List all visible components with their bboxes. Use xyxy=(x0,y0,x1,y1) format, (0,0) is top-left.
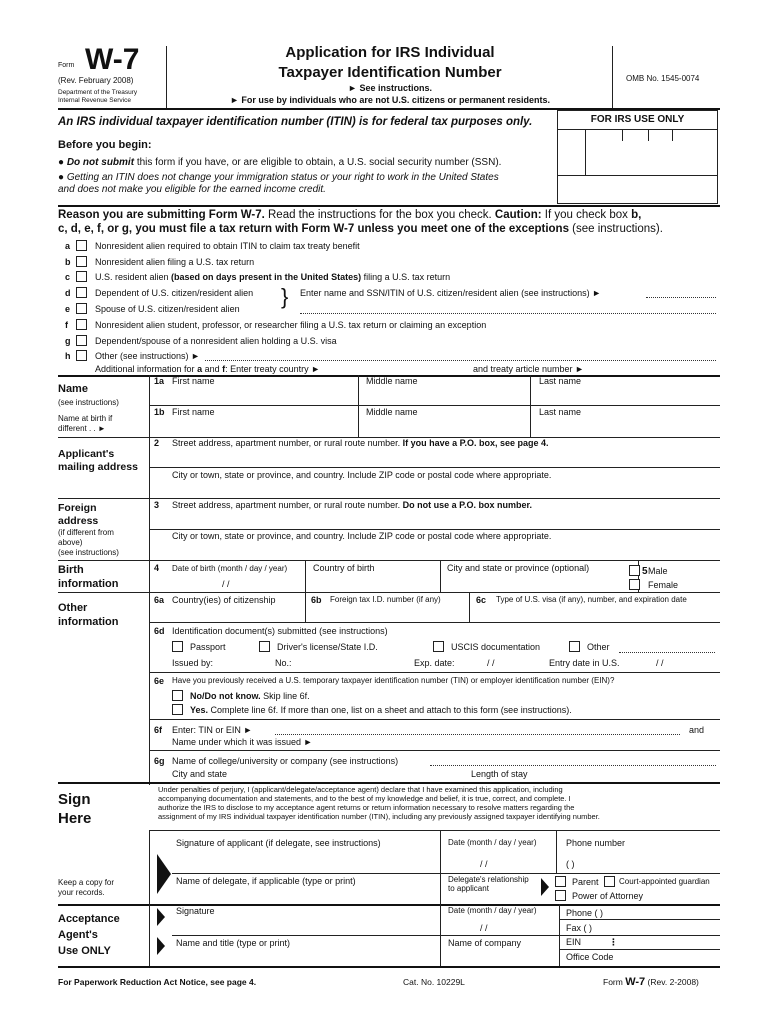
female-checkbox[interactable] xyxy=(629,579,640,590)
id-docs-label: Identification document(s) submitted (see instructions) xyxy=(172,626,388,636)
yes-prior-tin-label: Yes. Complete line 6f. If more than one, list on a sheet and attach to this form (see instructions). xyxy=(190,705,572,715)
visa-label: Type of U.S. visa (if any), number, and expiration date xyxy=(496,595,687,604)
line-6a: 6a xyxy=(154,595,165,605)
catalog-number: Cat. No. 10229L xyxy=(403,977,465,987)
guardian-label: Court-appointed guardian xyxy=(619,877,710,886)
reason-f-text: Nonresident alien student, professor, or researcher filing a U.S. tax return or claiming an exception xyxy=(95,320,487,330)
line-3: 3 xyxy=(154,500,160,510)
de-ssn-field[interactable] xyxy=(300,313,716,314)
female-label: Female xyxy=(648,580,679,590)
line-6f: 6f xyxy=(154,725,163,735)
name-issued-label: Name under which it was issued ► xyxy=(172,737,313,747)
male-checkbox[interactable] xyxy=(629,565,640,576)
line-5: 5 xyxy=(642,566,648,577)
birth-last-name-label: Last name xyxy=(539,407,582,417)
keep-copy-note: your records. xyxy=(58,888,105,897)
option-letter: c xyxy=(65,272,71,282)
agent-date-label: Date (month / day / year) xyxy=(448,906,537,915)
doc-number-field[interactable] xyxy=(296,656,408,668)
acceptance-agent-label: Acceptance xyxy=(58,913,120,925)
reason-exceptions: c, d, e, f, or g, you must file a tax return with Form W-7 unless you meet one of the exceptions (see instructions). xyxy=(58,223,663,235)
ein-label: EIN xyxy=(566,937,582,947)
sign-date-field[interactable]: / / xyxy=(480,859,488,869)
reason-c-checkbox[interactable] xyxy=(76,271,87,282)
reason-g-text: Dependent/spouse of a nonresident alien holding a U.S. visa xyxy=(95,336,337,346)
other-reason-field[interactable] xyxy=(205,360,716,361)
omb-number: OMB No. 1545-0074 xyxy=(626,74,700,83)
exp-date-label: Exp. date: xyxy=(414,658,455,668)
birth-middle-name-label: Middle name xyxy=(366,407,418,417)
perjury-statement: accompanying documentation and statements, and to the best of my knowledge and belief, it is true, correct, and complete. I xyxy=(158,794,571,803)
revision-date: (Rev. February 2008) xyxy=(58,76,134,85)
mailing-section-label: mailing address xyxy=(58,461,138,473)
agent-date-field[interactable]: / / xyxy=(480,923,488,933)
birth-last-name-field[interactable] xyxy=(531,419,719,436)
first-name-field[interactable] xyxy=(150,387,357,405)
acceptance-agent-label: Agent's xyxy=(58,929,98,941)
foreign-tax-id-field[interactable] xyxy=(306,607,468,621)
mailing-city-label: City or town, state or province, and country. Include ZIP code or postal code where appropriate. xyxy=(172,470,552,480)
middle-name-label: Middle name xyxy=(366,376,418,386)
bullet-immigration-line2: and does not make you eligible for the earned income credit. xyxy=(58,184,326,195)
other-doc-field[interactable] xyxy=(619,652,715,653)
reason-e-checkbox[interactable] xyxy=(76,303,87,314)
parent-checkbox[interactable] xyxy=(555,876,566,887)
itin-notice: An IRS individual taxpayer identification number (ITIN) is for federal tax purposes only. xyxy=(58,116,533,128)
no-prior-tin-checkbox[interactable] xyxy=(172,690,183,701)
college-label: Name of college/university or company (see instructions) xyxy=(172,756,399,766)
middle-name-field[interactable] xyxy=(359,387,529,405)
agent-name-title-field[interactable] xyxy=(172,950,437,964)
delegate-name-label: Name of delegate, if applicable (type or print) xyxy=(176,876,356,886)
length-of-stay-label: Length of stay xyxy=(471,769,528,779)
foreign-city-field[interactable] xyxy=(150,543,719,559)
parent-label: Parent xyxy=(572,877,599,887)
name-section-label: Name xyxy=(58,383,88,395)
agent-signature-field[interactable] xyxy=(172,918,437,934)
reason-c-text: U.S. resident alien (based on days present in the United States) filing a U.S. tax return xyxy=(95,272,451,282)
form-title-line1: Application for IRS Individual xyxy=(285,44,495,61)
entry-date-label: Entry date in U.S. xyxy=(549,658,620,668)
company-name-field[interactable] xyxy=(442,950,557,964)
reason-a-text: Nonresident alien required to obtain ITIN to claim tax treaty benefit xyxy=(95,241,360,251)
foreign-note: above) xyxy=(58,538,83,547)
use-statement: ► For use by individuals who are not U.S. citizens or permanent residents. xyxy=(230,95,550,105)
paperwork-notice: For Paperwork Reduction Act Notice, see page 4. xyxy=(58,977,257,987)
irs-line: Internal Revenue Service xyxy=(58,97,131,104)
line-4: 4 xyxy=(154,563,160,573)
form-title-line2: Taxpayer Identification Number xyxy=(278,64,502,81)
entry-date-field[interactable]: / / xyxy=(656,658,664,668)
foreign-city-label: City or town, state or province, and country. Include ZIP code or postal code where appropriate. xyxy=(172,531,552,541)
irs-use-only-box xyxy=(557,110,718,204)
phone-number-field[interactable]: ( ) xyxy=(566,859,575,869)
reason-heading: Reason you are submitting Form W-7. Read the instructions for the box you check. Caution: If you check box b, xyxy=(58,209,642,221)
foreign-street-label: Street address, apartment number, or rural route number. Do not use a P.O. box number. xyxy=(172,500,532,510)
applicant-signature-field[interactable] xyxy=(172,850,437,870)
option-letter: g xyxy=(65,336,71,346)
college-city-field[interactable] xyxy=(240,768,465,780)
citizenship-label: Country(ies) of citizenship xyxy=(172,595,276,605)
passport-label: Passport xyxy=(190,642,226,652)
line-6b: 6b xyxy=(311,595,322,605)
other-doc-label: Other xyxy=(587,642,610,652)
birth-section-label: Birth xyxy=(58,564,84,576)
delegate-relationship-label: Delegate's relationship xyxy=(448,875,529,884)
mailing-city-field[interactable] xyxy=(150,481,719,497)
sign-arrow-icon xyxy=(157,854,171,894)
footer-form-label: Form W-7 (Rev. 2-2008) xyxy=(603,976,699,988)
other-doc-checkbox[interactable] xyxy=(569,641,580,652)
foreign-street-field[interactable] xyxy=(150,512,719,528)
agent-signature-label: Signature xyxy=(176,906,215,916)
poa-label: Power of Attorney xyxy=(572,891,644,901)
office-code-label: Office Code xyxy=(566,952,614,962)
before-you-begin: Before you begin: xyxy=(58,139,152,151)
college-city-label: City and state xyxy=(172,769,228,779)
delegate-name-field[interactable] xyxy=(172,888,437,903)
prior-tin-question: Have you previously received a U.S. temporary taxpayer identification number (TIN) or employer identification number (EIN)? xyxy=(172,676,615,685)
mailing-section-label: Applicant's xyxy=(58,448,115,460)
perjury-statement: Under penalties of perjury, I (applicant/delegate/acceptance agent) declare that I have examined this application, including xyxy=(158,785,563,794)
reason-a-checkbox[interactable] xyxy=(76,240,87,251)
yes-prior-tin-checkbox[interactable] xyxy=(172,704,183,715)
passport-checkbox[interactable] xyxy=(172,641,183,652)
line-6g: 6g xyxy=(154,756,165,766)
visa-field[interactable] xyxy=(470,607,719,621)
form-label: Form xyxy=(58,62,75,69)
first-name-label: First name xyxy=(172,376,215,386)
reason-h-checkbox[interactable] xyxy=(76,350,87,361)
reason-de-note: Enter name and SSN/ITIN of U.S. citizen/resident alien (see instructions) ► xyxy=(300,288,602,298)
foreign-note: (see instructions) xyxy=(58,548,119,557)
line-6e: 6e xyxy=(154,676,165,686)
keep-copy-note: Keep a copy for xyxy=(58,878,115,887)
last-name-field[interactable] xyxy=(531,387,719,405)
reason-d-text: Dependent of U.S. citizen/resident alien xyxy=(95,288,254,298)
foreign-section-label: Foreign xyxy=(58,502,97,514)
tin-ein-label: Enter: TIN or EIN ► xyxy=(172,725,253,735)
no-prior-tin-label: No/Do not know. Skip line 6f. xyxy=(190,691,310,701)
sign-date-label: Date (month / day / year) xyxy=(448,838,537,847)
line-1b: 1b xyxy=(154,407,165,417)
foreign-note: (if different from xyxy=(58,528,114,537)
birth-city-label: City and state or province (optional) xyxy=(447,563,590,573)
reason-h-text: Other (see instructions) ► xyxy=(95,351,200,361)
other-section-label: Other xyxy=(58,602,88,614)
option-letter: h xyxy=(65,351,71,361)
name-at-birth-label: Name at birth if xyxy=(58,414,113,423)
agent-name-arrow-icon xyxy=(157,937,165,955)
male-label: Male xyxy=(648,566,668,576)
issued-by-field[interactable] xyxy=(222,656,272,668)
reason-b-text: Nonresident alien filing a U.S. tax return xyxy=(95,257,255,267)
guardian-checkbox[interactable] xyxy=(604,876,615,887)
doc-number-label: No.: xyxy=(275,658,292,668)
reason-d-checkbox[interactable] xyxy=(76,287,87,298)
reason-b-checkbox[interactable] xyxy=(76,256,87,267)
name-see-instructions: (see instructions) xyxy=(58,398,119,407)
perjury-statement: assignment of my IRS individual taxpayer identification number (ITIN), including any previously assigned taxpayer identifying number. xyxy=(158,812,600,821)
reason-g-checkbox[interactable] xyxy=(76,335,87,346)
line-6d: 6d xyxy=(154,626,165,636)
name-issued-field[interactable] xyxy=(335,737,718,749)
ein-separator: ⋮ xyxy=(609,937,618,947)
other-section-label: information xyxy=(58,616,119,628)
bullet-immigration-line1: ● Getting an ITIN does not change your immigration status or your right to work in the United States xyxy=(58,172,499,183)
ein-field[interactable] xyxy=(584,935,718,948)
delegate-relationship-label: to applicant xyxy=(448,884,489,893)
agent-name-title-label: Name and title (type or print) xyxy=(176,938,291,948)
mailing-street-label: Street address, apartment number, or rural route number. If you have a P.O. box, see page 4. xyxy=(172,438,549,448)
irs-use-only-label: FOR IRS USE ONLY xyxy=(590,114,685,125)
poa-checkbox[interactable] xyxy=(555,890,566,901)
perjury-statement: authorize the IRS to disclose to my acceptance agent returns or return information necessary to resolve matters regarding the xyxy=(158,803,575,812)
birth-section-label: information xyxy=(58,578,119,590)
fax-field[interactable]: Fax ( ) xyxy=(566,923,592,933)
license-label: Driver's license/State I.D. xyxy=(277,642,378,652)
option-letter: b xyxy=(65,257,71,267)
relationship-arrow-icon xyxy=(541,878,549,896)
uscis-checkbox[interactable] xyxy=(433,641,444,652)
birth-middle-name-field[interactable] xyxy=(359,419,529,436)
bullet-ssn: ● Do not submit this form if you have, or are eligible to obtain, a U.S. social security number (SSN). xyxy=(58,157,502,168)
and-label: and xyxy=(689,725,705,735)
see-instructions: ► See instructions. xyxy=(348,83,432,93)
foreign-tax-id-label: Foreign tax I.D. number (if any) xyxy=(330,595,441,604)
phone-number-label: Phone number xyxy=(566,838,626,848)
treaty-country-label: Additional information for a and f: Enter treaty country ► xyxy=(95,364,321,374)
line-1a: 1a xyxy=(154,376,165,386)
mailing-street-field[interactable] xyxy=(150,450,719,466)
exp-date-field[interactable]: / / xyxy=(487,658,495,668)
sign-here-label: Here xyxy=(58,810,92,827)
department-line: Department of the Treasury xyxy=(58,89,138,96)
length-of-stay-field[interactable] xyxy=(540,768,718,780)
reason-f-checkbox[interactable] xyxy=(76,319,87,330)
sign-here-label: Sign xyxy=(58,791,91,808)
agent-signature-arrow-icon xyxy=(157,908,165,926)
acceptance-agent-label: Use ONLY xyxy=(58,945,111,957)
agent-phone-field[interactable]: Phone ( ) xyxy=(566,908,604,918)
license-checkbox[interactable] xyxy=(259,641,270,652)
line-2: 2 xyxy=(154,438,160,448)
country-of-birth-field[interactable] xyxy=(306,575,438,591)
tin-ein-field[interactable] xyxy=(275,734,680,735)
name-at-birth-label: different . . ► xyxy=(58,424,106,433)
company-name-label: Name of company xyxy=(448,938,522,948)
brace-icon: } xyxy=(281,284,289,309)
foreign-section-label: address xyxy=(58,515,99,527)
option-letter: a xyxy=(65,241,71,251)
college-field[interactable] xyxy=(430,765,716,766)
form-number: W-7 xyxy=(85,43,140,76)
de-name-field[interactable] xyxy=(646,297,716,298)
citizenship-field[interactable] xyxy=(150,607,304,621)
option-letter: d xyxy=(65,288,71,298)
country-of-birth-label: Country of birth xyxy=(313,563,375,573)
issued-by-label: Issued by: xyxy=(172,658,214,668)
birth-city-field[interactable] xyxy=(441,575,637,591)
option-letter: e xyxy=(65,304,71,314)
office-code-field[interactable] xyxy=(625,950,718,964)
applicant-signature-label: Signature of applicant (if delegate, see instructions) xyxy=(176,838,381,848)
birth-first-name-field[interactable] xyxy=(150,419,357,436)
dob-field[interactable]: / / xyxy=(222,579,230,589)
line-6c: 6c xyxy=(476,595,487,605)
birth-first-name-label: First name xyxy=(172,407,215,417)
uscis-label: USCIS documentation xyxy=(451,642,541,652)
last-name-label: Last name xyxy=(539,376,582,386)
reason-e-text: Spouse of U.S. citizen/resident alien xyxy=(95,304,240,314)
dob-label: Date of birth (month / day / year) xyxy=(172,564,288,573)
option-letter: f xyxy=(65,320,68,330)
treaty-article-label: and treaty article number ► xyxy=(473,364,584,374)
